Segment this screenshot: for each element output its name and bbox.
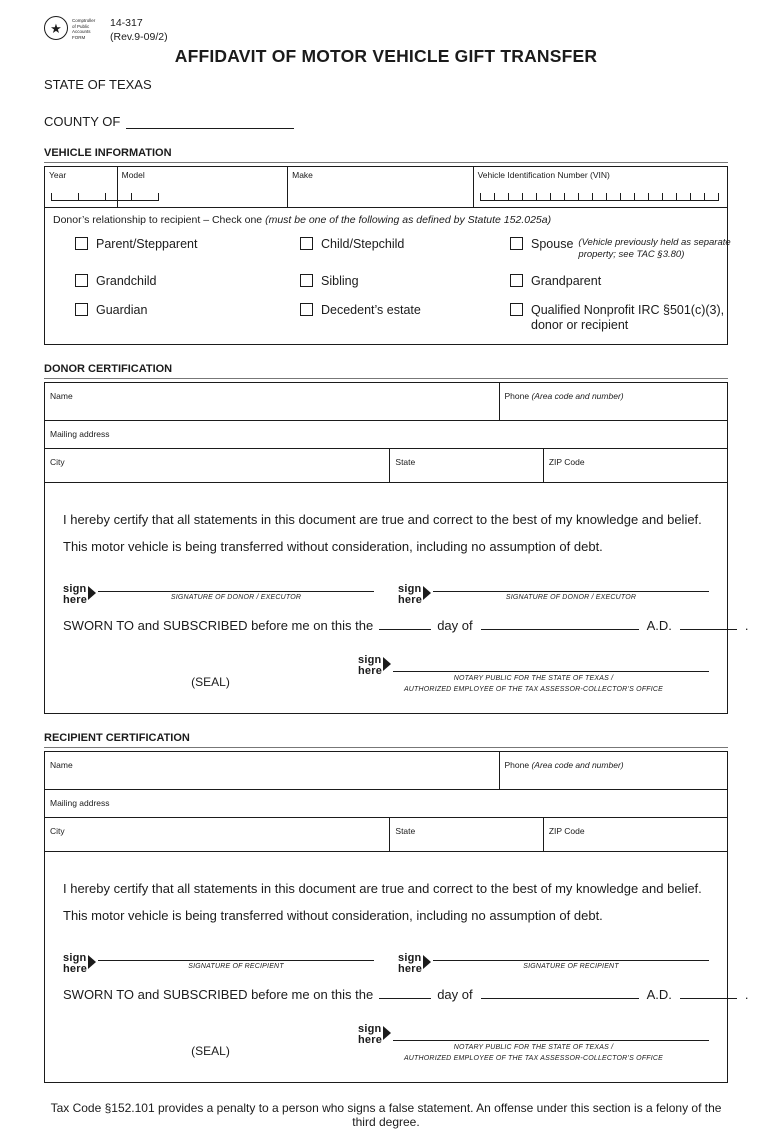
county-label: COUNTY OF	[44, 114, 121, 130]
zip-label: ZIP Code	[548, 456, 585, 467]
table-row	[45, 448, 727, 482]
donor-zip-field[interactable]	[543, 449, 727, 482]
donor-signature-right	[398, 576, 709, 606]
recipient-contact-table	[44, 751, 728, 852]
checkbox-decedents-estate[interactable]	[300, 303, 313, 316]
recipient-year-blank[interactable]	[680, 986, 737, 999]
option-spouse: Spouse (Vehicle previously held as separate property; see TAC §3.80)	[510, 237, 746, 261]
recipient-mailing-address-field[interactable]	[45, 790, 727, 817]
recipient-certification-box	[44, 852, 749, 1083]
option-parent-stepparent: Parent/Stepparent	[75, 237, 300, 261]
texas-comptroller-seal-icon	[44, 16, 68, 40]
make-field[interactable]	[287, 167, 473, 207]
vehicle-information-heading: VEHICLE INFORMATION	[44, 147, 728, 163]
table-row	[45, 817, 727, 851]
sign-here-marker: sign here	[358, 655, 391, 676]
table-row	[45, 383, 727, 420]
sign-here-marker: sign here	[63, 953, 96, 974]
county-input-line[interactable]	[126, 115, 294, 129]
relationship-box	[44, 208, 731, 345]
sign-here-arrow-icon	[383, 1026, 391, 1040]
donor-signature-line-1[interactable]	[98, 576, 374, 592]
recipient-certification-heading: RECIPIENT CERTIFICATION	[44, 732, 728, 748]
donor-notary-row	[63, 651, 709, 695]
recipient-day-blank[interactable]	[379, 986, 431, 999]
sign-here-marker: sign here	[358, 1024, 391, 1045]
recipient-notary-block	[358, 1020, 709, 1064]
sign-here-arrow-icon	[88, 955, 96, 969]
model-field[interactable]	[117, 167, 288, 207]
certification-statement: I hereby certify that all statements in this document are true and correct to the best of my knowledge and belief. This motor vehicle is being transferred without consideration, including no assumption of debt.	[63, 511, 702, 554]
county-line	[44, 114, 728, 129]
star-icon: ★	[50, 20, 62, 36]
sign-here-marker: sign here	[398, 953, 431, 974]
name-label: Name	[50, 760, 73, 771]
donor-signature-left	[63, 576, 374, 606]
vehicle-info-table	[44, 166, 728, 208]
checkbox-grandparent[interactable]	[510, 274, 523, 287]
donor-signature-row	[63, 576, 709, 606]
checkbox-grandchild[interactable]	[75, 274, 88, 287]
recipient-sworn-line: SWORN TO and SUBSCRIBED before me on this the day of A.D. .	[63, 987, 749, 1003]
state-label: State	[395, 456, 416, 467]
donor-year-blank[interactable]	[680, 617, 737, 630]
donor-notary-block	[358, 651, 709, 695]
donor-mailing-address-field[interactable]	[45, 421, 727, 448]
recipient-signature-line-1[interactable]	[98, 945, 374, 961]
checkbox-spouse[interactable]	[510, 237, 523, 250]
make-label: Make	[292, 170, 313, 181]
seal-placeholder: (SEAL)	[191, 675, 230, 690]
option-child-stepchild: Child/Stepchild	[300, 237, 510, 261]
penalty-footnote: Tax Code §152.101 provides a penalty to a person who signs a false statement. An offense under this section is a felony of the third degree.	[50, 1101, 722, 1129]
year-field[interactable]	[45, 167, 117, 207]
option-sibling: Sibling	[300, 274, 510, 290]
sign-here-marker: sign here	[63, 584, 96, 605]
sign-here-marker: sign here	[398, 584, 431, 605]
recipient-signature-right	[398, 945, 709, 975]
table-row	[45, 420, 727, 448]
donor-notary-signature-line[interactable]	[393, 656, 709, 672]
city-label: City	[50, 456, 65, 467]
zip-label: ZIP Code	[548, 826, 585, 837]
relationship-options	[53, 237, 731, 334]
sign-here-arrow-icon	[423, 955, 431, 969]
checkbox-guardian[interactable]	[75, 303, 88, 316]
mailing-address-label: Mailing address	[50, 428, 110, 439]
checkbox-child-stepchild[interactable]	[300, 237, 313, 250]
table-row	[45, 752, 727, 789]
donor-state-field[interactable]	[389, 449, 542, 482]
signature-caption: SIGNATURE OF DONOR / EXECUTOR	[170, 594, 302, 602]
donor-city-field[interactable]	[45, 449, 389, 482]
agency-name: Comptroller of Public Accounts FORM	[72, 18, 96, 40]
year-label: Year	[49, 170, 67, 181]
donor-phone-field[interactable]	[499, 383, 727, 420]
state-of-texas-label: STATE OF TEXAS	[44, 77, 152, 93]
state-label: State	[395, 826, 416, 837]
certification-statement: I hereby certify that all statements in this document are true and correct to the best of my knowledge and belief. This motor vehicle is being transferred without consideration, including no assumption of debt.	[63, 881, 702, 923]
option-decedents-estate: Decedent’s estate	[300, 303, 510, 334]
recipient-state-field[interactable]	[389, 818, 542, 851]
page-title: AFFIDAVIT OF MOTOR VEHICLE GIFT TRANSFER	[174, 46, 598, 67]
recipient-signature-row	[63, 945, 709, 975]
recipient-notary-signature-line[interactable]	[393, 1025, 709, 1041]
signature-caption: SIGNATURE OF RECIPIENT	[188, 963, 284, 971]
vin-comb-line	[480, 193, 719, 201]
recipient-signature-left	[63, 945, 374, 975]
form-id-block	[44, 16, 728, 44]
checkbox-parent-stepparent[interactable]	[75, 237, 88, 250]
donor-signature-line-2[interactable]	[433, 576, 709, 592]
notary-caption: NOTARY PUBLIC FOR THE STATE OF TEXAS / AUTHORIZED EMPLOYEE OF THE TAX ASSESSOR-COLLECTOR’S OFFICE	[403, 675, 664, 693]
donor-contact-table	[44, 382, 728, 483]
checkbox-sibling[interactable]	[300, 274, 313, 287]
recipient-name-field[interactable]	[45, 752, 499, 789]
donor-name-field[interactable]	[45, 383, 499, 420]
vin-label: Vehicle Identification Number (VIN)	[477, 170, 610, 181]
option-grandchild: Grandchild	[75, 274, 300, 290]
recipient-notary-row	[63, 1020, 709, 1064]
city-label: City	[50, 826, 65, 837]
seal-placeholder: (SEAL)	[191, 1044, 230, 1059]
sign-here-arrow-icon	[383, 657, 391, 671]
option-grandparent: Grandparent	[510, 274, 746, 290]
form-number: 14-317 (Rev.9-09/2)	[110, 17, 168, 43]
mailing-address-label: Mailing address	[50, 798, 110, 809]
relationship-intro: Donor’s relationship to recipient – Check one (must be one of the following as defined by Statute 152.025a)	[53, 214, 552, 227]
recipient-zip-field[interactable]	[543, 818, 727, 851]
option-guardian: Guardian	[75, 303, 300, 334]
donor-day-blank[interactable]	[379, 617, 431, 630]
option-qualified-nonprofit: Qualified Nonprofit IRC §501(c)(3), donor or recipient	[510, 303, 746, 334]
form-page	[44, 16, 749, 1129]
sign-here-arrow-icon	[423, 586, 431, 600]
phone-label: Phone (Area code and number)	[504, 760, 624, 771]
name-label: Name	[50, 390, 73, 401]
donor-certification-heading: DONOR CERTIFICATION	[44, 363, 728, 379]
signature-caption: SIGNATURE OF RECIPIENT	[523, 963, 619, 971]
recipient-city-field[interactable]	[45, 818, 389, 851]
donor-certification-box	[44, 483, 749, 714]
sign-here-arrow-icon	[88, 586, 96, 600]
recipient-phone-field[interactable]	[499, 752, 727, 789]
checkbox-qualified-nonprofit[interactable]	[510, 303, 523, 316]
table-row	[45, 789, 727, 817]
notary-caption: NOTARY PUBLIC FOR THE STATE OF TEXAS / AUTHORIZED EMPLOYEE OF THE TAX ASSESSOR-COLLECTOR’S OFFICE	[403, 1044, 664, 1062]
vin-field[interactable]	[473, 167, 727, 207]
donor-month-blank[interactable]	[481, 617, 639, 630]
phone-label: Phone (Area code and number)	[504, 390, 624, 401]
signature-caption: SIGNATURE OF DONOR / EXECUTOR	[505, 594, 637, 602]
spouse-note: (Vehicle previously held as separate property; see TAC §3.80)	[578, 237, 731, 261]
donor-sworn-line: SWORN TO and SUBSCRIBED before me on this the day of A.D. .	[63, 618, 749, 634]
model-label: Model	[121, 170, 145, 181]
recipient-signature-line-2[interactable]	[433, 945, 709, 961]
recipient-month-blank[interactable]	[481, 986, 639, 999]
